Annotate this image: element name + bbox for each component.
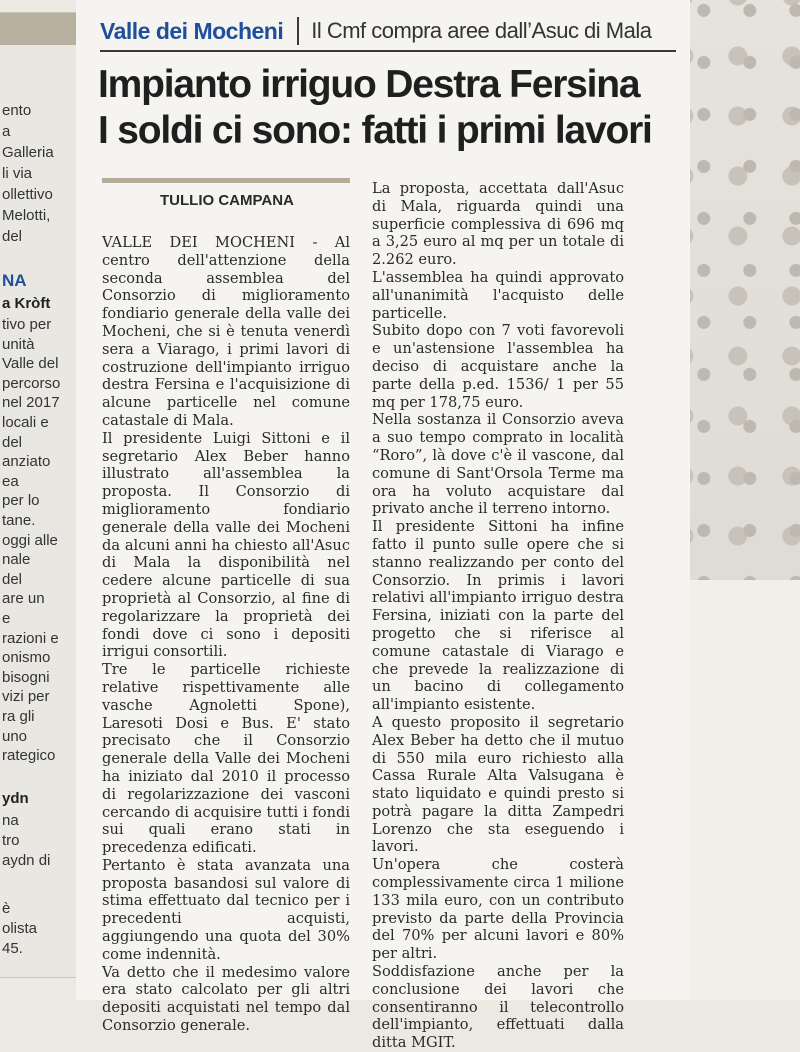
adjacent-text-line: ollettivo [2, 186, 53, 203]
adjacent-text-line: ento [2, 102, 32, 119]
adjacent-text-line: nel 2017 [2, 394, 60, 412]
article-column-1 [102, 234, 350, 1035]
kicker: Il Cmf compra aree dall’Asuc di Mala [311, 18, 652, 43]
adjacent-text-line: Galleria [2, 144, 54, 161]
adjacent-text-line: Melotti, [2, 207, 51, 224]
adjacent-text-line: rategico [2, 747, 56, 765]
adjacent-text-line: ydn [2, 790, 29, 807]
adjacent-text-line: unità [2, 335, 35, 353]
adjacent-text-line: olista [2, 920, 38, 937]
headline-line-1: Impianto irriguo Destra Fersina [98, 63, 640, 106]
adjacent-text-line: a Kròft [2, 295, 51, 312]
adjacent-column-header-bar [0, 13, 76, 45]
paragraph: VALLE DEI MOCHENI - Al centro dell'attenzione della seconda assemblea del Consorzio di miglioramento fondiario generale della valle dei Mocheni, che si è tenuta venerdì sera a Viarago, i primi lavori di costruzione dell'impianto irriguo destra Fersina e l'acquisizione di alcune particelle nel comune catastale di Mala. [102, 234, 350, 429]
adjacent-text-line: ea [2, 472, 19, 490]
headline [98, 62, 678, 154]
paragraph: Il presidente Sittoni ha infine fatto il punto sulle opere che si stanno realizzando per conto del Consorzio. In primis i lavori relativi all'impianto irriguo destra Fersina, iniziati con la parte del progetto che si riferisce al comune catastale di Viarago e che prevede la realizzazione di un bacino di collegamento all'impianto esistente. [372, 518, 624, 714]
header-separator [297, 17, 299, 45]
adjacent-text-line: locali e [2, 414, 49, 431]
adjacent-text-line: razioni e [2, 629, 59, 647]
adjacent-text-line: ra gli [2, 708, 35, 725]
article [76, 0, 690, 1052]
adjacent-text-line: tro [2, 832, 20, 849]
adjacent-text-line: anziato [2, 453, 51, 471]
section-name: Valle dei Mocheni [100, 17, 284, 44]
adjacent-text-line: e [2, 610, 11, 627]
paragraph: La proposta, accettata dall'Asuc di Mala, riguarda quindi una superficie complessiva di 696 mq a 3,25 euro al mq per un totale di 2.262 euro. [372, 180, 624, 269]
adjacent-text-line: vizi per [2, 688, 50, 706]
adjacent-text-line: nale [2, 551, 31, 569]
adjacent-text-line: NA [2, 271, 27, 290]
adjacent-text-line: 45. [2, 940, 23, 957]
adjacent-text-line: bisogni [2, 668, 50, 686]
adjacent-text-line: tivo per [2, 316, 52, 333]
paragraph: Subito dopo con 7 voti favorevoli e un'astensione l'assemblea ha deciso di acquistare anche la parte della p.ed. 1536/ 1 per 55 mq per 178,75 euro. [372, 322, 624, 411]
adjacent-column [0, 12, 77, 978]
adjacent-text-line: del [2, 570, 23, 588]
paragraph: Soddisfazione anche per la conclusione dei lavori che consentiranno il telecontrollo dell'impianto, effettuati dalla ditta MGIT. [372, 963, 624, 1052]
adjacent-text-line: è [2, 900, 11, 917]
adjacent-text-line: onismo [2, 649, 51, 667]
adjacent-text-line: uno [2, 727, 28, 745]
paragraph: Va detto che il medesimo valore era stato calcolato per gli altri depositi acquistati nel tempo dal Consorzio generale. [102, 963, 350, 1035]
paragraph: Nella sostanza il Consorzio aveva a suo tempo comprato in località “Roro”, là dove c'è il vascone, dal comune di Sant'Orsola Terme ma ora ha voluto acquistare dal privato anche il terreno intorno. [372, 411, 624, 518]
author: TULLIO CAMPANA [160, 192, 294, 209]
paragraph: A questo proposito il segretario Alex Beber ha detto che il mutuo di 550 mila euro richiesto alla Cassa Rurale Alta Valsugana è stato liquidato e quindi presto si potrà pagare la ditta Zampedri Lorenzo che sta eseguendo i lavori. [372, 713, 624, 856]
adjacent-text-line: per lo [2, 492, 40, 510]
paragraph: Un'opera che costerà complessivamente circa 1 milione 133 mila euro, con un contributo previsto da parte della Provincia del 70% per alcuni lavori e 80% per altri. [372, 856, 624, 963]
adjacent-text-line: del [2, 228, 23, 245]
article-column-2 [372, 180, 624, 1052]
adjacent-text-line: a [2, 123, 11, 140]
paragraph: Tre le particelle richieste relative rispettivamente alle vasche Agnoletti Spone), Laresoti Dosi e Bus. E' stato precisato che il Consorzio generale della Valle dei Mocheni ha iniziato dal 2010 il processo di regolarizzazione dei vasconi cercando di acquisire tutti i fondi sui quali erano stati in precedenza edificati. [102, 661, 350, 857]
adjacent-text-line: oggi alle [2, 531, 58, 549]
adjacent-text-line: na [2, 812, 19, 829]
article-header [100, 12, 676, 52]
adjacent-text-line: tane. [2, 512, 36, 529]
adjacent-text-line: li via [2, 165, 33, 182]
adjacent-text-line: are un [2, 590, 45, 608]
paragraph: Il presidente Luigi Sittoni e il segretario Alex Beber hanno illustrato all'assemblea la proposta. Il Consorzio di miglioramento fondiario generale della valle dei Mocheni da alcuni anni ha chiesto all'Asuc di Mala la disponibilità nel cedere alcune particelle di sua proprietà al Consorzio, al fine di regolarizzare la proprietà dei fondi dove ci sono i depositi irrigui consortili. [102, 429, 350, 661]
paragraph: Pertanto è stata avanzata una proposta basandosi sul valore di stima effettuato dal tecnico per i precedenti acquisti, aggiungendo una quota del 30% come indennità. [102, 856, 350, 963]
adjacent-text-line: del [2, 433, 23, 451]
paragraph: L'assemblea ha quindi approvato all'unanimità l'acquisto delle particelle. [372, 268, 624, 322]
headline-line-2: I soldi ci sono: fatti i primi lavori [98, 109, 652, 152]
adjacent-text-line: Valle del [2, 355, 59, 373]
adjacent-text-line: percorso [2, 374, 61, 392]
adjacent-text-line: aydn di [2, 852, 51, 869]
tablecloth-plain [690, 580, 800, 1000]
byline-bar [102, 178, 350, 183]
